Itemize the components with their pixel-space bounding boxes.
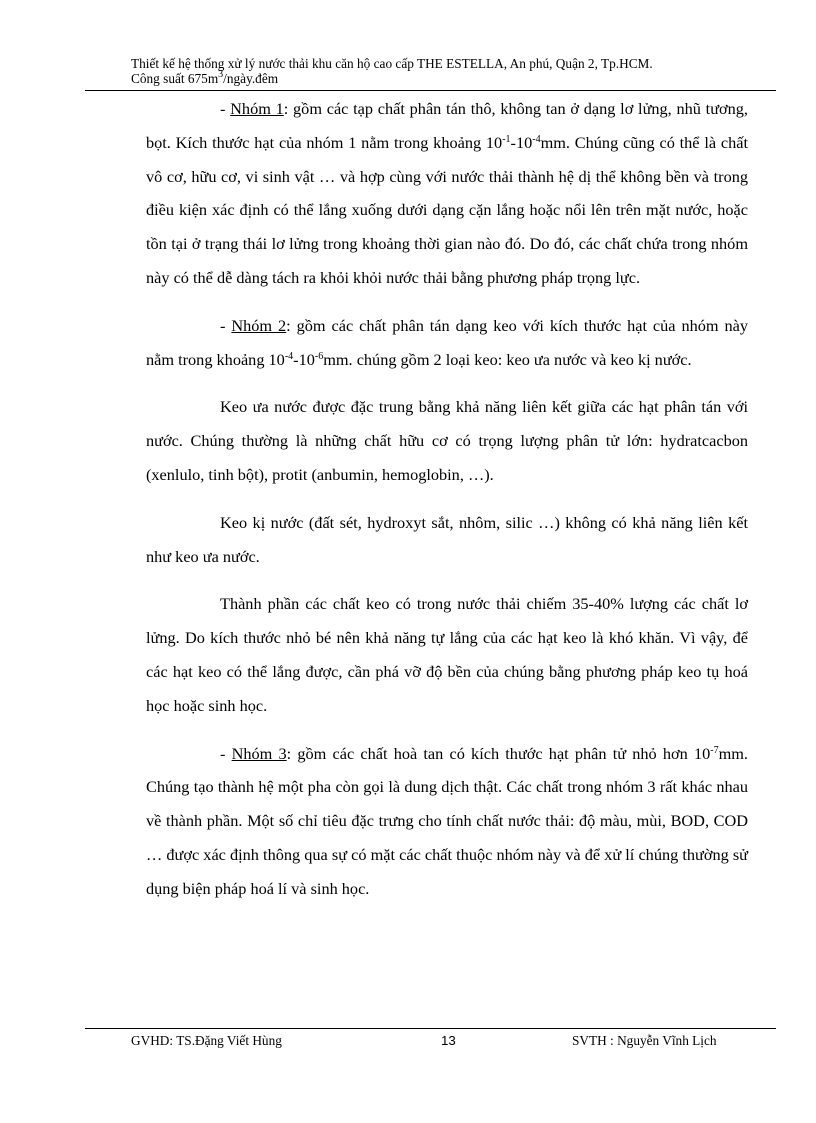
p1-text-1: : gồm các tạp chất phân tán thô, không tan ở dạng lơ lửng, nhũ tương, bọt. Kích thước hạt của nhóm 1 nằm trong khoảng 10	[146, 99, 748, 152]
p2-sup-2: -6	[314, 350, 324, 362]
p1-text-3: mm. Chúng cũng có thể là chất vô cơ, hữu cơ, vi sinh vật … và hợp cùng với nước thải thành hệ dị thể không bền và trong điều kiện xác định có thể lắng xuống dưới dạng cặn lắng hoặc nổi lên trên mặt nước, hoặc tồn tại ở trạng thái lơ lửng trong khoảng thời gian nào đó. Do đó, các chất chứa trong nhóm này có thể dễ dàng tách ra khỏi khỏi nước thải bằng phương pháp trọng lực.	[146, 132, 749, 287]
p1-text-2: -10	[510, 132, 533, 152]
body-text	[146, 92, 748, 906]
paragraph-hydrophilic-colloid: Keo ưa nước được đặc trung bằng khả năng liên kết giữa các hạt phân tán với nước. Chúng thường là những chất hữu cơ có trọng lượng phân tử lớn: hydratcacbon (xenlulo, tinh bột), protit (anbumin, hemoglobin, …).	[146, 397, 748, 484]
page-header	[131, 56, 751, 86]
header-capacity-prefix: Công suất 675m	[131, 71, 219, 86]
footer-supervisor: GVHD: TS.Đặng Viết Hùng	[131, 1033, 282, 1048]
p2-sup-1: -4	[284, 350, 294, 362]
p1-sup-1: -1	[502, 133, 511, 145]
header-capacity	[131, 71, 751, 86]
header-divider	[85, 90, 776, 91]
footer-student: SVTH : Nguyễn Vĩnh Lịch	[572, 1033, 717, 1048]
p6-text-2: mm. Chúng tạo thành hệ một pha còn gọi là dung dịch thật. Các chất trong nhóm 3 rất khác nhau về thành phần. Một số chỉ tiêu đặc trưng cho tính chất nước thải: độ màu, mùi, BOD, COD … được xác định thông qua sự có mặt các chất thuộc nhóm này và để xử lí chúng thường sử dụng biện pháp hoá lí và sinh học.	[146, 743, 748, 898]
page-number: 13	[441, 1033, 456, 1048]
paragraph-group-3	[146, 737, 748, 906]
p2-text-1: : gồm các chất phân tán dạng keo với kích thước hạt của nhóm này nằm trong khoảng 10	[146, 315, 749, 369]
p2-text-2: -10	[293, 349, 315, 369]
paragraph-group-1	[146, 92, 748, 295]
p6-dash: -	[220, 743, 232, 763]
p2-dash: -	[220, 315, 232, 335]
p6-text-1: : gồm các chất hoà tan có kích thước hạt phân tử nhỏ hơn 10	[286, 743, 711, 763]
paragraph-hydrophobic-colloid: Keo kị nước (đất sét, hydroxyt sắt, nhôm, silic …) không có khả năng liên kết như keo ưa nước.	[146, 512, 748, 566]
header-capacity-suffix: /ngày.đêm	[223, 71, 279, 86]
footer-divider	[85, 1028, 776, 1029]
p1-dash: -	[220, 99, 231, 118]
header-capacity-sup: 3	[218, 69, 224, 80]
p6-sup-1: -7	[710, 744, 719, 756]
group-3-label: Nhóm 3	[231, 743, 287, 763]
paragraph-colloid-composition: Thành phần các chất keo có trong nước thải chiếm 35-40% lượng các chất lơ lửng. Do kích thước nhỏ bé nên khả năng tự lắng của các hạt keo là khó khăn. Vì vậy, để các hạt keo có thể lắng được, cần phá vỡ độ bền của chúng bằng phương pháp keo tụ hoá học hoặc sinh học.	[146, 594, 748, 715]
paragraph-group-2	[146, 309, 748, 377]
header-title: Thiết kế hệ thống xử lý nước thải khu căn hộ cao cấp THE ESTELLA, An phú, Quận 2, Tp.HCM.	[131, 56, 653, 71]
p2-text-3: mm. chúng gồm 2 loại keo: keo ưa nước và keo kị nước.	[323, 349, 692, 369]
group-1-label: Nhóm 1	[230, 99, 284, 118]
group-2-label: Nhóm 2	[231, 315, 287, 335]
p1-sup-2: -4	[532, 133, 541, 145]
